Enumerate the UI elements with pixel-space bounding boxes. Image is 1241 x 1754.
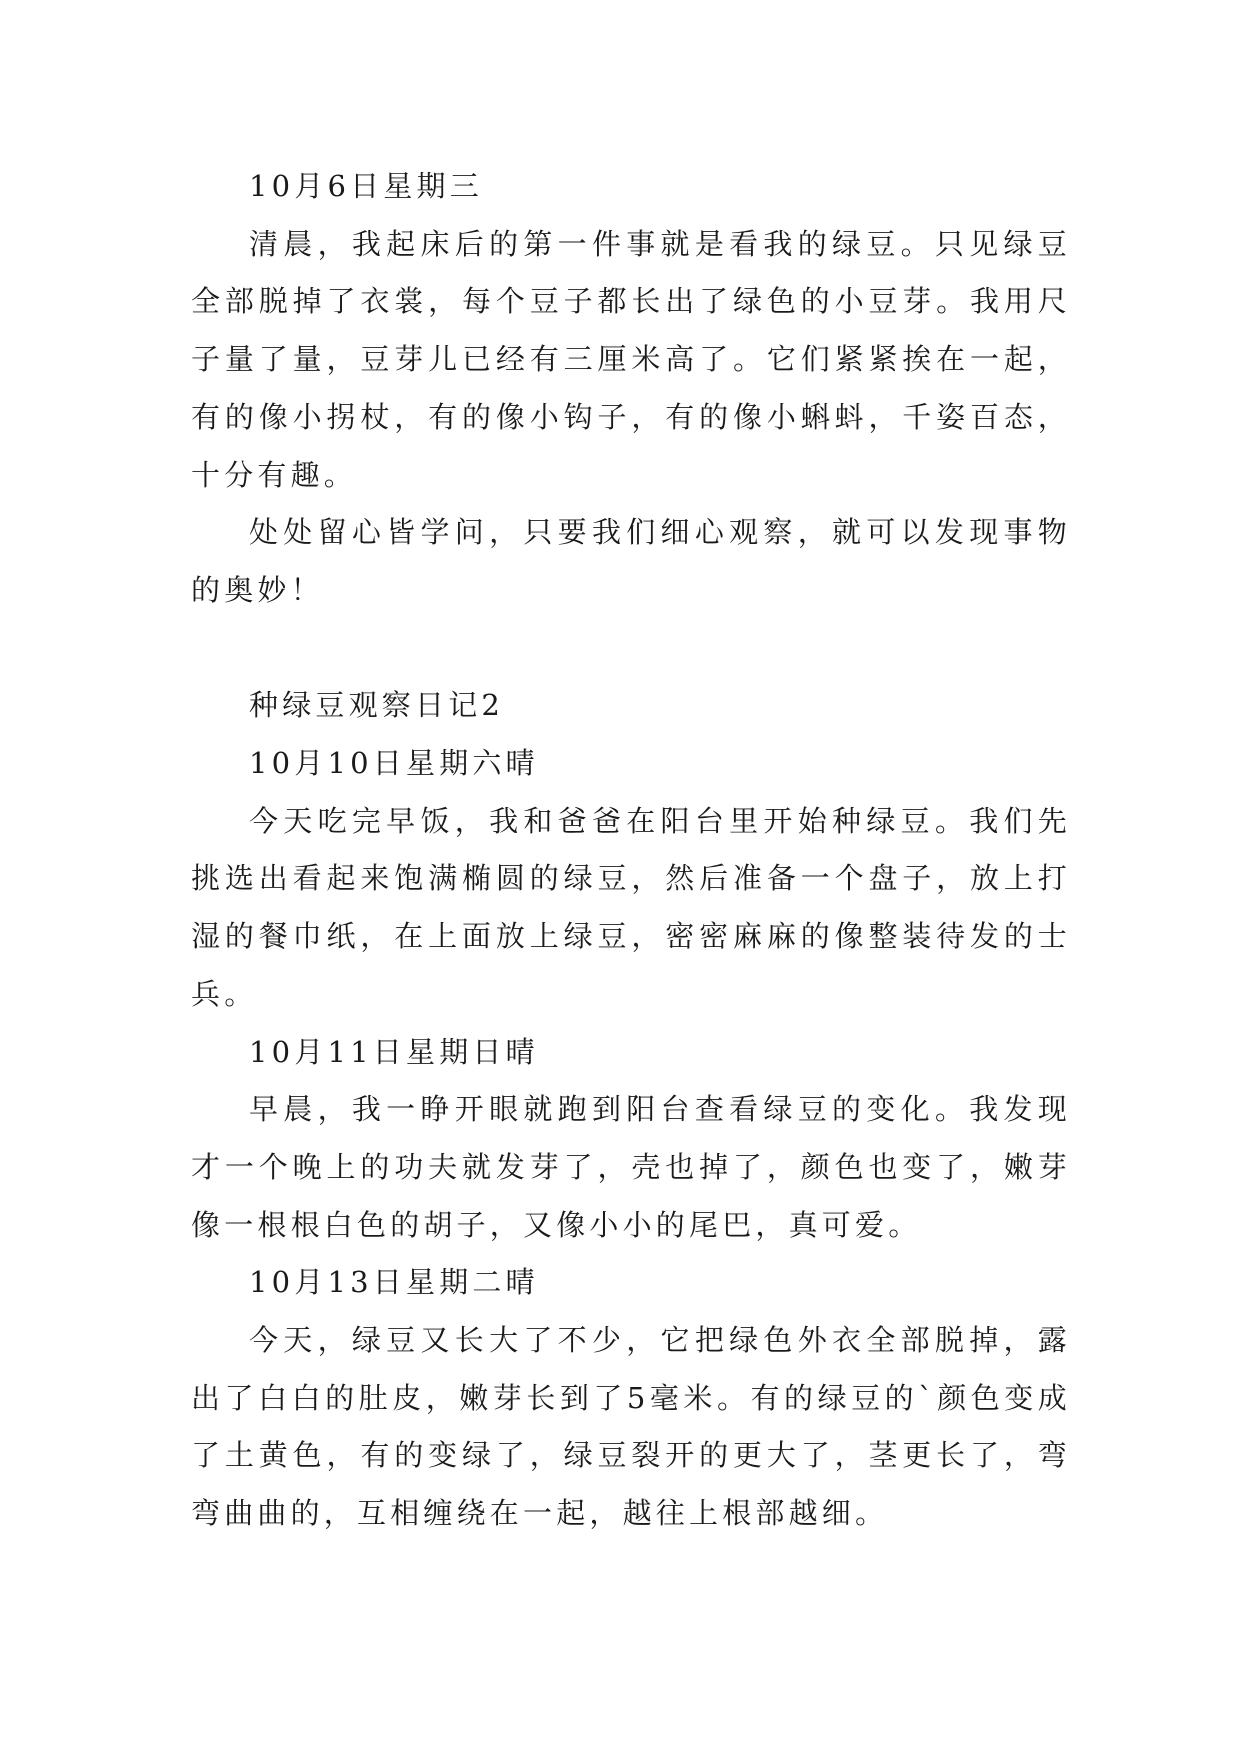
section-title: 种绿豆观察日记2 [249, 688, 505, 723]
diary-entry-oct-11: 早晨，我一睁开眼就跑到阳台查看绿豆的变化。我发现才一个晚上的功夫就发芽了，壳也掉了，颜色也变了，嫩芽像一根根白色的胡子，又像小小的尾巴，真可爱。 [191, 1092, 1071, 1242]
diary-date-oct-13: 10月13日星期二晴 [249, 1265, 539, 1300]
conclusion-paragraph: 处处留心皆学问，只要我们细心观察，就可以发现事物的奥妙！ [191, 515, 1071, 607]
diary-date-oct-10: 10月10日星期六晴 [249, 746, 539, 781]
diary-date-oct-6: 10月6日星期三 [249, 169, 483, 203]
diary-entry-oct-6: 清晨，我起床后的第一件事就是看我的绿豆。只见绿豆全部脱掉了衣裳，每个豆子都长出了绿色的小豆芽。我用尺子量了量，豆芽儿已经有三厘米高了。它们紧紧挨在一起，有的像小拐杖，有的像小钩子，有的像小蝌蚪，千姿百态，十分有趣。 [191, 226, 1071, 492]
diary-entry-oct-10: 今天吃完早饭，我和爸爸在阳台里开始种绿豆。我们先挑选出看起来饱满椭圆的绿豆，然后准备一个盘子，放上打湿的餐巾纸，在上面放上绿豆，密密麻麻的像整装待发的士兵。 [191, 803, 1071, 1011]
diary-date-oct-11: 10月11日星期日晴 [249, 1034, 539, 1069]
diary-entry-oct-13: 今天，绿豆又长大了不少，它把绿色外衣全部脱掉，露出了白白的肚皮，嫩芽长到了5毫米。有的绿豆的`颜色变成了土黄色，有的变绿了，绿豆裂开的更大了，茎更长了，弯弯曲曲的，互相缠绕在一起，越往上根部越细。 [191, 1323, 1071, 1531]
section-gap [191, 620, 1071, 678]
document-body [191, 158, 1071, 1543]
